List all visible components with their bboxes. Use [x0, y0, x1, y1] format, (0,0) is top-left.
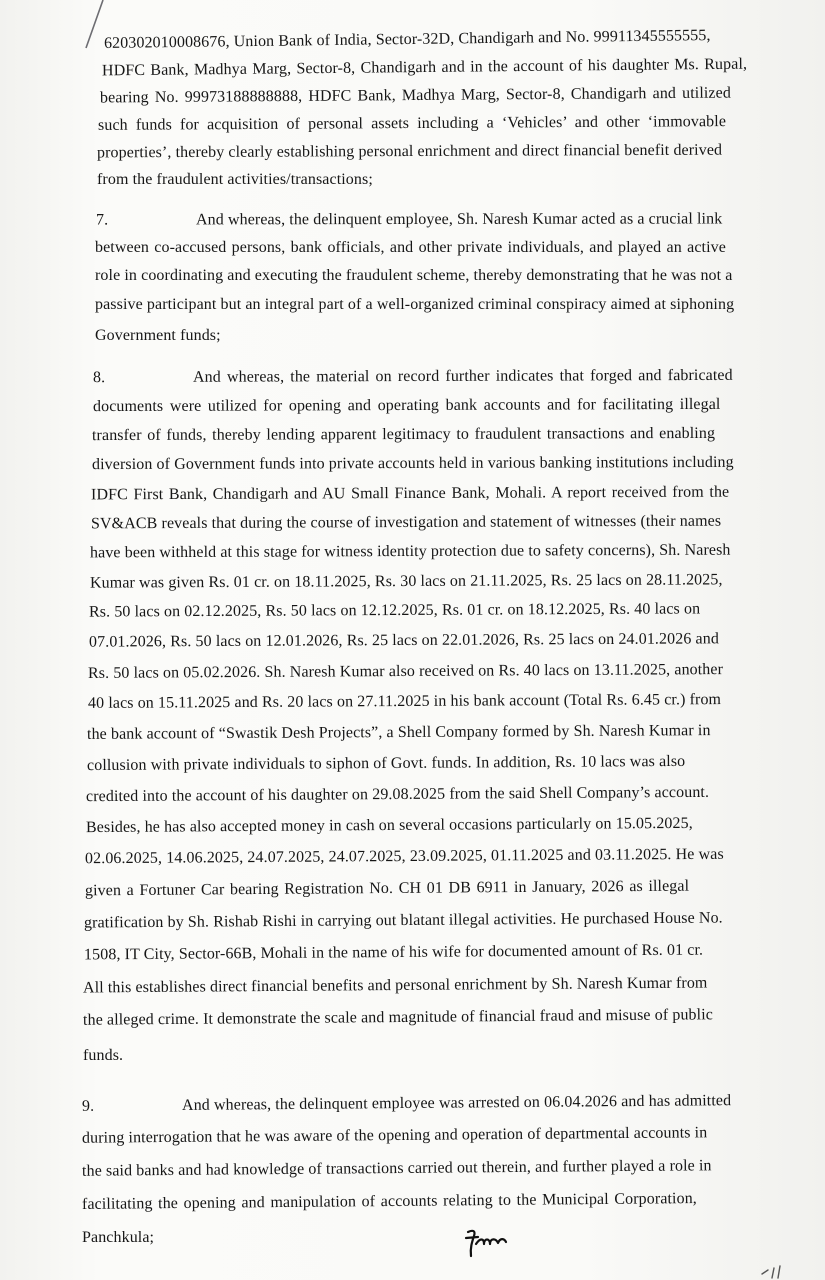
text-line: transfer of funds, thereby lending apparent legitimacy to fraudulent transactions and enabling: [91, 424, 716, 445]
text-line: All this establishes direct financial benefits and personal enrichment by Sh. Naresh Kumar from: [82, 974, 708, 997]
pen-stroke-mark: [0, 0, 110, 110]
text-line: SV&ACB reveals that during the course of investigation and statement of witnesses (their names: [90, 512, 722, 533]
corner-page-mark: [760, 1258, 800, 1280]
paragraph-text: And whereas, the material on record further indicates that forged and fabricated: [192, 366, 733, 386]
text-line: between co-accused persons, bank officials, and other private individuals, and played an active: [95, 239, 726, 256]
text-line: Besides, he has also accepted money in cash on several occasions particularly on 15.05.2025,: [85, 814, 693, 837]
text-line: Rs. 50 lacs on 05.02.2026. Sh. Naresh Kumar also received on Rs. 40 lacs on 13.11.2025, another: [87, 661, 724, 682]
text-line: documents were utilized for opening and operating bank accounts and for facilitating illegal: [92, 395, 721, 416]
text-line: credited into the account of his daughter on 29.08.2025 from the said Shell Company’s account.: [85, 783, 710, 806]
text-line: the alleged crime. It demonstrate the scale and magnitude of financial fraud and misuse of public: [82, 1006, 713, 1029]
text-line: funds.: [83, 1047, 124, 1064]
text-line: collusion with private individuals to siphon of Govt. funds. In addition, Rs. 10 lacs was also: [86, 752, 686, 775]
text-line: diversion of Government funds into private accounts held in various banking institutions including: [91, 453, 734, 474]
text-line: during interrogation that he was aware of the opening and operation of departmental accounts in: [81, 1124, 708, 1147]
paragraph-number: 8.: [92, 369, 106, 387]
text-line: bearing No. 99973188888888, HDFC Bank, Madhya Marg, Sector-8, Chandigarh and utilized: [99, 84, 731, 107]
text-line: the bank account of “Swastik Desh Projects”, a Shell Company formed by Sh. Naresh Kumar in: [86, 722, 711, 743]
text-line: 620302010008676, Union Bank of India, Sector-32D, Chandigarh and No. 99911345555555,: [103, 27, 711, 52]
text-line: from the fraudulent activities/transactions;: [97, 171, 373, 188]
handwritten-signature: [462, 1226, 516, 1260]
text-line: have been withheld at this stage for witness identity protection due to safety concerns), Sh. Naresh: [89, 541, 731, 562]
text-line: Rs. 50 lacs on 02.12.2025, Rs. 50 lacs on 12.12.2025, Rs. 01 cr. on 18.12.2025, Rs. 40 lacs on: [88, 600, 701, 621]
text-line: Panchkula;: [82, 1229, 155, 1246]
text-line: the said banks and had knowledge of transactions carried out therein, and further played a role in: [81, 1157, 712, 1180]
text-line: 02.06.2025, 14.06.2025, 24.07.2025, 24.07.2025, 23.09.2025, 01.11.2025 and 03.11.2025. He was: [84, 845, 724, 868]
text-line: such funds for acquisition of personal assets including a ‘Vehicles’ and other ‘immovable: [97, 113, 727, 134]
paragraph-text: And whereas, the delinquent employee was arrested on 06.04.2026 and has admitted: [181, 1092, 732, 1114]
paragraph-number: 7.: [95, 211, 109, 229]
text-line: 40 lacs on 15.11.2025 and Rs. 20 lacs on 27.11.2025 in his bank account (Total Rs. 6.45 cr.) from: [87, 691, 722, 712]
paragraph-number: 9.: [81, 1097, 95, 1115]
text-line: [96, 209, 722, 230]
paragraph-text: And whereas, the delinquent employee, Sh. Naresh Kumar acted as a crucial link: [195, 210, 723, 229]
text-line: passive participant but an integral part of a well-organized criminal conspiracy aimed at siphoning: [95, 296, 735, 313]
text-line: role in coordinating and executing the fraudulent scheme, thereby demonstrating that he was not a: [95, 267, 733, 284]
text-line: 1508, IT City, Sector-66B, Mohali in the name of his wife for documented amount of Rs. 01 cr.: [83, 941, 704, 964]
text-line: 07.01.2026, Rs. 50 lacs on 12.01.2026, Rs. 25 lacs on 22.01.2026, Rs. 25 lacs on 24.01.2026 and: [88, 630, 719, 651]
text-line: IDFC First Bank, Chandigarh and AU Small Finance Bank, Mohali. A report received from the: [90, 483, 730, 504]
text-line: Government funds;: [95, 327, 221, 344]
text-line: [93, 366, 733, 388]
text-line: facilitating the opening and manipulation of accounts relating to the Municipal Corporation,: [81, 1190, 697, 1213]
text-line: gratification by Sh. Rishab Rishi in carrying out blatant illegal activities. He purchased House No.: [83, 909, 723, 932]
text-line: given a Fortuner Car bearing Registration No. CH 01 DB 6911 in January, 2026 as illegal: [84, 877, 690, 900]
text-line: properties’, thereby clearly establishing personal enrichment and direct financial benefit derived: [96, 141, 723, 162]
text-line: HDFC Bank, Madhya Marg, Sector-8, Chandigarh and in the account of his daughter Ms. Rupal,: [101, 55, 748, 80]
text-line: Kumar was given Rs. 01 cr. on 18.11.2025, Rs. 30 lacs on 21.11.2025, Rs. 25 lacs on 28.11.2025,: [89, 571, 723, 592]
text-line: [82, 1091, 731, 1117]
